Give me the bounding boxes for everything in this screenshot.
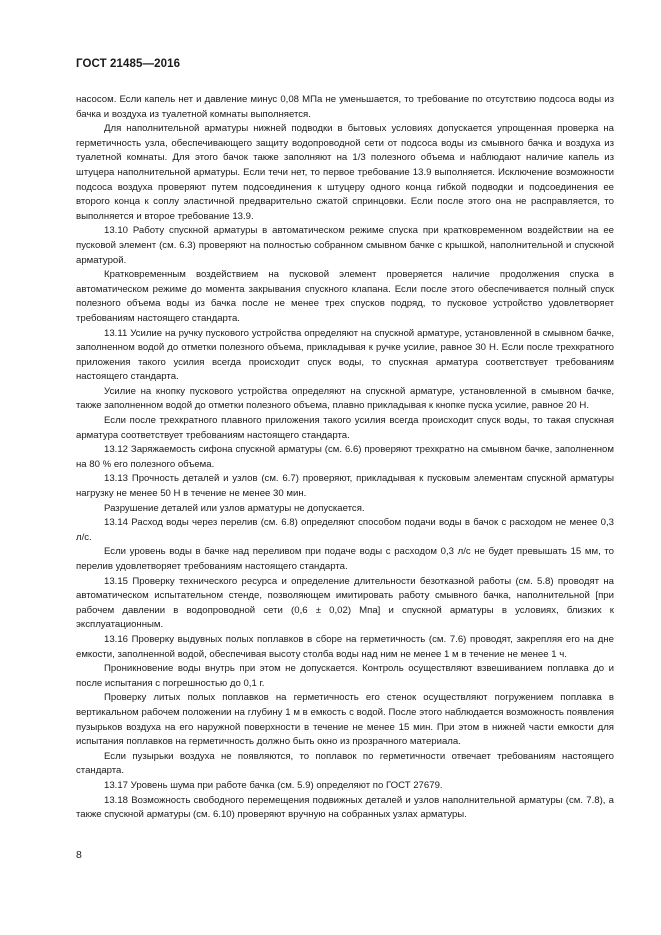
paragraph: Разрушение деталей или узлов арматуры не допускается.	[104, 502, 365, 514]
document-body	[76, 93, 614, 823]
paragraph: Для наполнительной арматуры нижней подводки в бытовых условиях допускается упрощенная проверка на герметичность узла, обеспечивающего защиту водопроводной сети от подсоса воды из смывного бачка и воздуха из туалетной комнаты. Для этого бачок также заполняют на 1/3 полезного объема и наблюдают наличие капель из штуцера наполнительной арматуры. Если течи нет, то первое требование 13.9 выполняется. Исключение возможности подсоса воздуха проверяют путем подсоединения к штуцеру одного конца гибкой подводки и подсоединения ее второго конца к соплу эластичной предварительно сжатой спринцовки. Если после этого она не расправляется, то выполняется и второе требование 13.9.	[76, 123, 614, 222]
paragraph: Проникновение воды внутрь при этом не допускается. Контроль осуществляют взвешиванием поплавка до и после испытания с погрешностью до 0,1 г.	[76, 663, 614, 689]
paragraph: 13.12 Заряжаемость сифона спускной арматуры (см. 6.6) проверяют трехкратно на смывном бачке, заполненном на 80 % его полезного объема.	[76, 444, 614, 470]
paragraph: Если уровень воды в бачке над переливом при подаче воды с расходом 0,3 л/с не будет превышать 15 мм, то перелив удовлетворяет требованиям настоящего стандарта.	[76, 546, 614, 572]
paragraph: 13.14 Расход воды через перелив (см. 6.8) определяют способом подачи воды в бачок с расходом не менее 0,3 л/с.	[76, 517, 614, 543]
paragraph: 13.17 Уровень шума при работе бачка (см. 5.9) определяют по ГОСТ 27679.	[104, 779, 443, 791]
paragraph: 13.11 Усилие на ручку пускового устройства определяют на спускной арматуре, установленной в смывном бачке, заполненном водой до отметки полезного объема, прикладывая к ручке усилие, равное 30 Н. Если после трехкратного приложения такого усилия всегда происходит спуск воды, то спускная арматура соответствует требованиям настоящего стандарта.	[76, 327, 614, 383]
paragraph: 13.10 Работу спускной арматуры в автоматическом режиме спуска при кратковременном воздействии на ее пусковой элемент (см. 6.3) проверяют на полностью собранном смывном бачке с крышкой, наполнительной и спускной арматурой.	[76, 225, 614, 266]
paragraph: 13.16 Проверку выдувных полых поплавков в сборе на герметичность (см. 7.6) проводят, закрепляя его на дне емкости, заполненной водой, обеспечивая высоту столба воды над ним не менее 1 м в течение не менее 1 ч.	[76, 633, 614, 660]
paragraph: 13.18 Возможность свободного перемещения подвижных деталей и узлов наполнительной арматуры (см. 7.8), а также спускной арматуры (см. 6.10) проверяют вручную на собранных узлах арматуры.	[76, 794, 614, 821]
paragraph: насосом. Если капель нет и давление минус 0,08 МПа не уменьшается, то требование по отсутствию подсоса воды из бачка и воздуха из туалетной комнаты выполняется.	[76, 94, 614, 120]
paragraph: Если после трехкратного плавного приложения такого усилия всегда происходит спуск воды, то такая спускная арматура соответствует требованиям настоящего стандарта.	[76, 415, 614, 441]
page-number: 8	[76, 849, 82, 861]
paragraph: 13.15 Проверку технического ресурса и определение длительности безотказной работы (см. 5.8) проводят на автоматическом испытательном стенде, позволяющем имитировать работу смывного бачка, наполнительной [при рабочем давлении в водопроводной сети (0,6 ± 0,02) Мпа] и спускной арматуры в условиях, близких к эксплуатационным.	[76, 575, 614, 631]
document-header: ГОСТ 21485—2016	[76, 58, 181, 70]
paragraph: 13.13 Прочность деталей и узлов (см. 6.7) проверяют, прикладывая к пусковым элементам спускной арматуры нагрузку не менее 50 Н в течение не менее 30 мин.	[76, 473, 614, 500]
paragraph: Кратковременным воздействием на пусковой элемент проверяется наличие продолжения спуска в автоматическом режиме до момента закрывания спускного клапана. Если после этого обеспечивается полный спуск полезного объема воды из бачка после не менее трех спусков подряд, то пусковое устройство удовлетворяет требованиям настоящего стандарта.	[76, 269, 614, 324]
paragraph: Усилие на кнопку пускового устройства определяют на спускной арматуре, установленной в смывном бачке, также заполненном водой до отметки полезного объема, плавно прикладывая к кнопке пуска усилие, равное 20 Н.	[76, 385, 614, 412]
paragraph: Если пузырьки воздуха не появляются, то поплавок по герметичности отвечает требованиям настоящего стандарта.	[76, 750, 614, 777]
paragraph: Проверку литых полых поплавков на герметичность его стенок осуществляют погружением поплавка в вертикальном рабочем положении на глубину 1 м в емкость с водой. После этого наблюдается возможность появления пузырьков воздуха на его наружной поверхности в течение не менее 15 мин. При этом в нижней части емкости для испытания поплавков на герметичность должно быть окно из прозрачного материала.	[76, 692, 614, 748]
